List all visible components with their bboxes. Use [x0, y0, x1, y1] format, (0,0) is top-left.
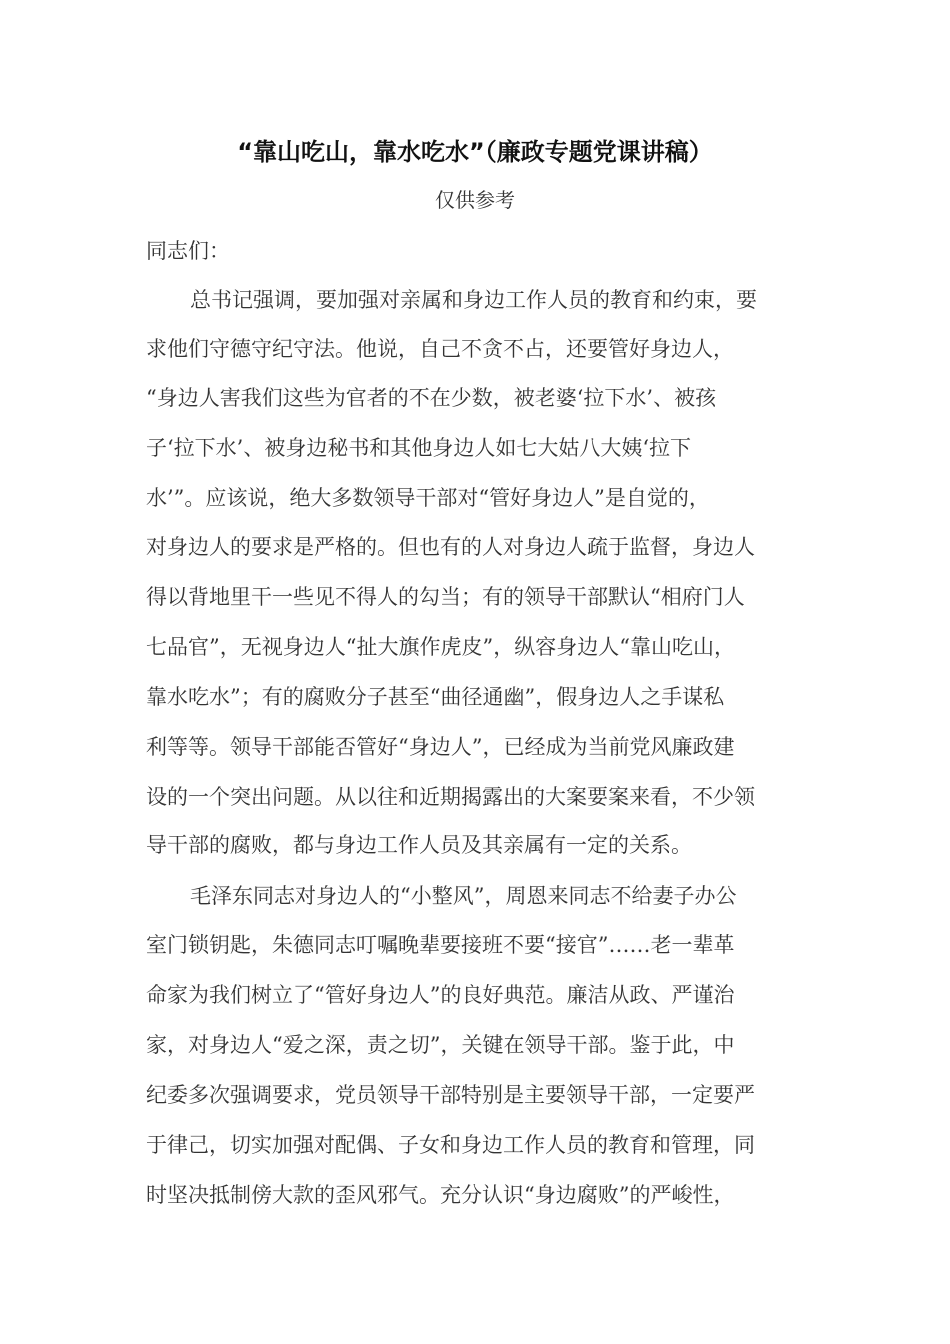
- document-title: “靠山吃山，靠水吃水”（廉政专题党课讲稿）: [237, 138, 713, 166]
- body-line: 水’”。应该说，绝大多数领导干部对“管好身边人”是自觉的，: [146, 486, 710, 510]
- body-line: 靠水吃水”；有的腐败分子甚至“曲径通幽”，假身边人之手谋私: [146, 685, 725, 709]
- body-line: 得以背地里干一些见不得人的勾当；有的领导干部默认“相府门人: [146, 585, 745, 609]
- body-line: 导干部的腐败，都与身边工作人员及其亲属有一定的关系。: [146, 833, 692, 857]
- body-line: 时坚决抵制傍大款的歪风邪气。充分认识“身边腐败”的严峻性，: [146, 1183, 735, 1207]
- body-line: 毛泽东同志对身边人的“小整风”，周恩来同志不给妻子办公: [190, 884, 737, 908]
- body-line: 七品官”，无视身边人“扯大旗作虎皮”，纵容身边人“靠山吃山，: [146, 635, 735, 659]
- body-line: 总书记强调，要加强对亲属和身边工作人员的教育和约束，要: [190, 288, 757, 312]
- body-line: “身边人害我们这些为官者的不在少数，被老婆‘拉下水’、被孩: [146, 386, 717, 410]
- body-line: 对身边人的要求是严格的。但也有的人对身边人疏于监督，身边人: [146, 535, 755, 559]
- document-subtitle: 仅供参考: [435, 188, 515, 212]
- body-line: 于律己，切实加强对配偶、子女和身边工作人员的教育和管理，同: [146, 1133, 755, 1157]
- body-line: 命家为我们树立了“管好身边人”的良好典范。廉洁从政、严谨治: [146, 983, 735, 1007]
- body-line: 室门锁钥匙，朱德同志叮嘱晚辈要接班不要“接官”……老一辈革: [146, 933, 735, 957]
- body-line: 利等等。领导干部能否管好“身边人”，已经成为当前党风廉政建: [146, 735, 735, 759]
- body-line: 求他们守德守纪守法。他说，自己不贪不占，还要管好身边人，: [146, 337, 734, 361]
- body-line: 家，对身边人“爱之深，责之切”，关键在领导干部。鉴于此，中: [146, 1033, 735, 1057]
- salutation: 同志们：: [146, 239, 230, 263]
- body-line: 纪委多次强调要求，党员领导干部特别是主要领导干部，一定要严: [146, 1083, 755, 1107]
- body-line: 子‘拉下水’、被身边秘书和其他身边人如七大姑八大姨‘拉下: [146, 436, 692, 460]
- body-line: 设的一个突出问题。从以往和近期揭露出的大案要案来看，不少领: [146, 785, 755, 809]
